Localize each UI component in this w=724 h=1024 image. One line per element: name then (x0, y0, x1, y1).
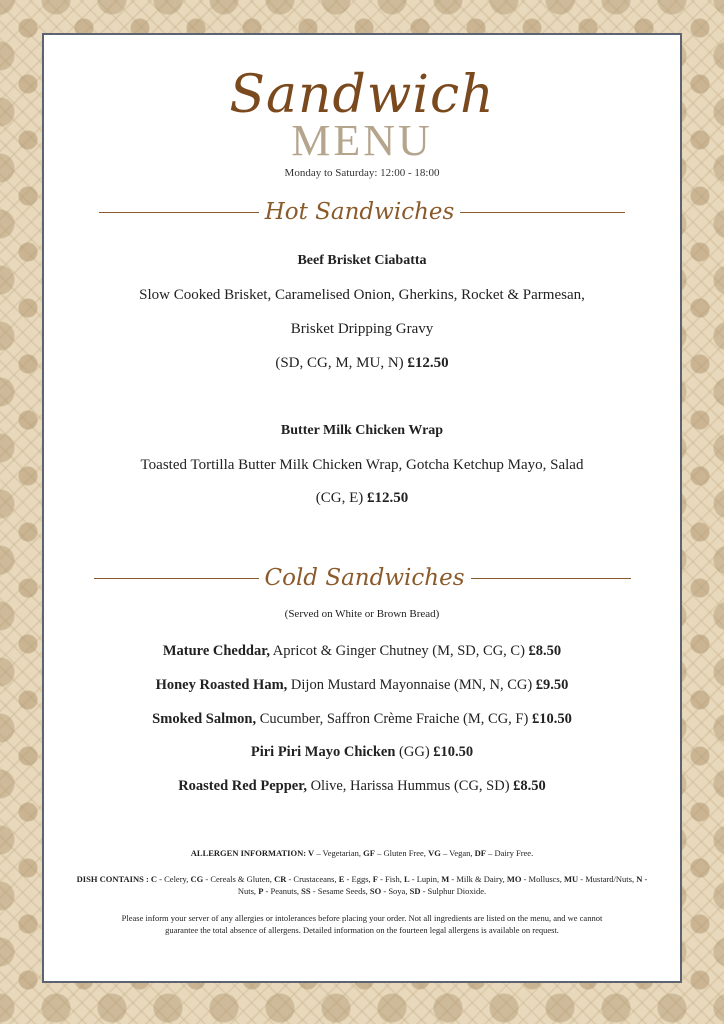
allergen-code: M (441, 874, 450, 884)
allergen-text: - Mustard/Nuts, (578, 874, 637, 884)
item-name: Smoked Salmon, (152, 711, 257, 727)
allergy-notice: Please inform your server of any allergies or intolerances before placing your order. Not all ingredients are listed on the menu, and we cannot guarantee the total absence of allergens. Detailed information on the fourteen legal allergens is available on request. (121, 913, 603, 935)
allergen-code: L (403, 874, 410, 884)
item-price: £12.50 (367, 490, 409, 506)
item-price: £8.50 (528, 643, 562, 659)
cold-sandwiches-label: Cold Sandwiches (264, 565, 465, 591)
dish-contains (70, 873, 654, 897)
item-price: £10.50 (531, 711, 572, 727)
item-allergens-price (44, 355, 680, 372)
item-price: £9.50 (535, 677, 569, 693)
item-name: Honey Roasted Ham, (155, 677, 288, 693)
list-item (44, 643, 680, 660)
allergen-code: E (338, 874, 345, 884)
allergen-text: – Gluten Free, (374, 848, 429, 858)
allergen-text: - Cereals & Gluten, (203, 874, 275, 884)
item-allergens-price (44, 490, 680, 507)
item-price: £12.50 (407, 355, 449, 371)
allergen-text: - Celery, (157, 874, 191, 884)
item-name: Piri Piri Mayo Chicken (250, 744, 396, 760)
allergen-text: - Molluscs, (521, 874, 564, 884)
hot-sandwiches-label: Hot Sandwiches (264, 199, 455, 225)
allergen-code: N (636, 874, 643, 884)
allergen-code: : C (143, 874, 158, 884)
item-description: Slow Cooked Brisket, Caramelised Onion, Gherkins, Rocket & Parmesan, (139, 287, 585, 303)
opening-hours: Monday to Saturday: 12:00 - 18:00 (284, 167, 440, 179)
menu-card (42, 33, 682, 983)
list-item (44, 677, 680, 694)
item-name: Roasted Red Pepper, (178, 778, 307, 794)
hot-sandwiches-heading (44, 197, 680, 227)
allergen-text: – Dairy Free. (486, 848, 534, 858)
allergen-text: - Peanuts, (263, 886, 302, 896)
bread-note: (Served on White or Brown Bread) (284, 608, 440, 620)
cold-sandwiches-heading (44, 563, 680, 593)
item-name: Beef Brisket Ciabatta (297, 253, 427, 268)
allergen-code: MO (506, 874, 522, 884)
allergen-text: - Eggs, (344, 874, 373, 884)
allergen-code: V (308, 848, 315, 858)
contains-label: DISH CONTAINS (76, 874, 144, 884)
list-item (44, 744, 680, 761)
item-price: £8.50 (513, 778, 546, 794)
allergen-code: VG (428, 848, 441, 858)
allergen-code: CG (190, 874, 204, 884)
divider-left (99, 212, 259, 213)
item-allergens: (SD, CG, M, MU, N) (275, 355, 408, 371)
divider-left (94, 578, 259, 579)
allergen-information (64, 847, 660, 859)
allergen-text: – Vegan, (440, 848, 475, 858)
item-price: £10.50 (433, 744, 474, 760)
allergen-text: - Crustaceans, (286, 874, 339, 884)
list-item (44, 711, 680, 728)
allergen-code: CR (274, 874, 287, 884)
allergen-text: - Lupin, (409, 874, 442, 884)
item-description: Olive, Harissa Hummus (CG, SD) (306, 778, 514, 794)
item-description: Brisket Dripping Gravy (290, 321, 434, 337)
list-item (44, 778, 680, 795)
divider-right (460, 212, 625, 213)
allergen-text: - Sulphur Dioxide. (420, 886, 487, 896)
allergen-code: DF (474, 848, 486, 858)
item-description: Dijon Mustard Mayonnaise (MN, N, CG) (287, 677, 536, 693)
allergen-code: P (258, 886, 264, 896)
item-description: Apricot & Ginger Chutney (M, SD, CG, C) (269, 643, 529, 659)
item-description: (GG) (395, 744, 434, 760)
item-name: Butter Milk Chicken Wrap (280, 423, 444, 438)
allergen-code: SS (301, 886, 311, 896)
divider-right (471, 578, 631, 579)
allergen-text: - Sesame Seeds, (310, 886, 370, 896)
allergen-text: - Fish, (377, 874, 404, 884)
menu-title-word: MENU (291, 116, 433, 165)
menu-title-script: Sandwich (229, 65, 495, 125)
allergen-text: - Milk & Dairy, (449, 874, 507, 884)
allergen-code: SO (369, 886, 382, 896)
allergen-code: GF (363, 848, 375, 858)
allergen-code: MU (563, 874, 579, 884)
allergen-label: ALLERGEN INFORMATION: (190, 848, 309, 858)
item-allergens: (CG, E) (315, 490, 367, 506)
allergen-text: - Soya, (381, 886, 410, 896)
item-description: Toasted Tortilla Butter Milk Chicken Wrap, Gotcha Ketchup Mayo, Salad (140, 457, 584, 473)
item-name: Mature Cheddar, (162, 643, 270, 659)
item-description: Cucumber, Saffron Crème Fraiche (M, CG, F) (256, 711, 532, 727)
allergen-text: - Nuts, (237, 874, 648, 896)
allergen-code: F (372, 874, 378, 884)
allergen-code: SD (409, 886, 421, 896)
allergen-text: – Vegetarian, (314, 848, 364, 858)
